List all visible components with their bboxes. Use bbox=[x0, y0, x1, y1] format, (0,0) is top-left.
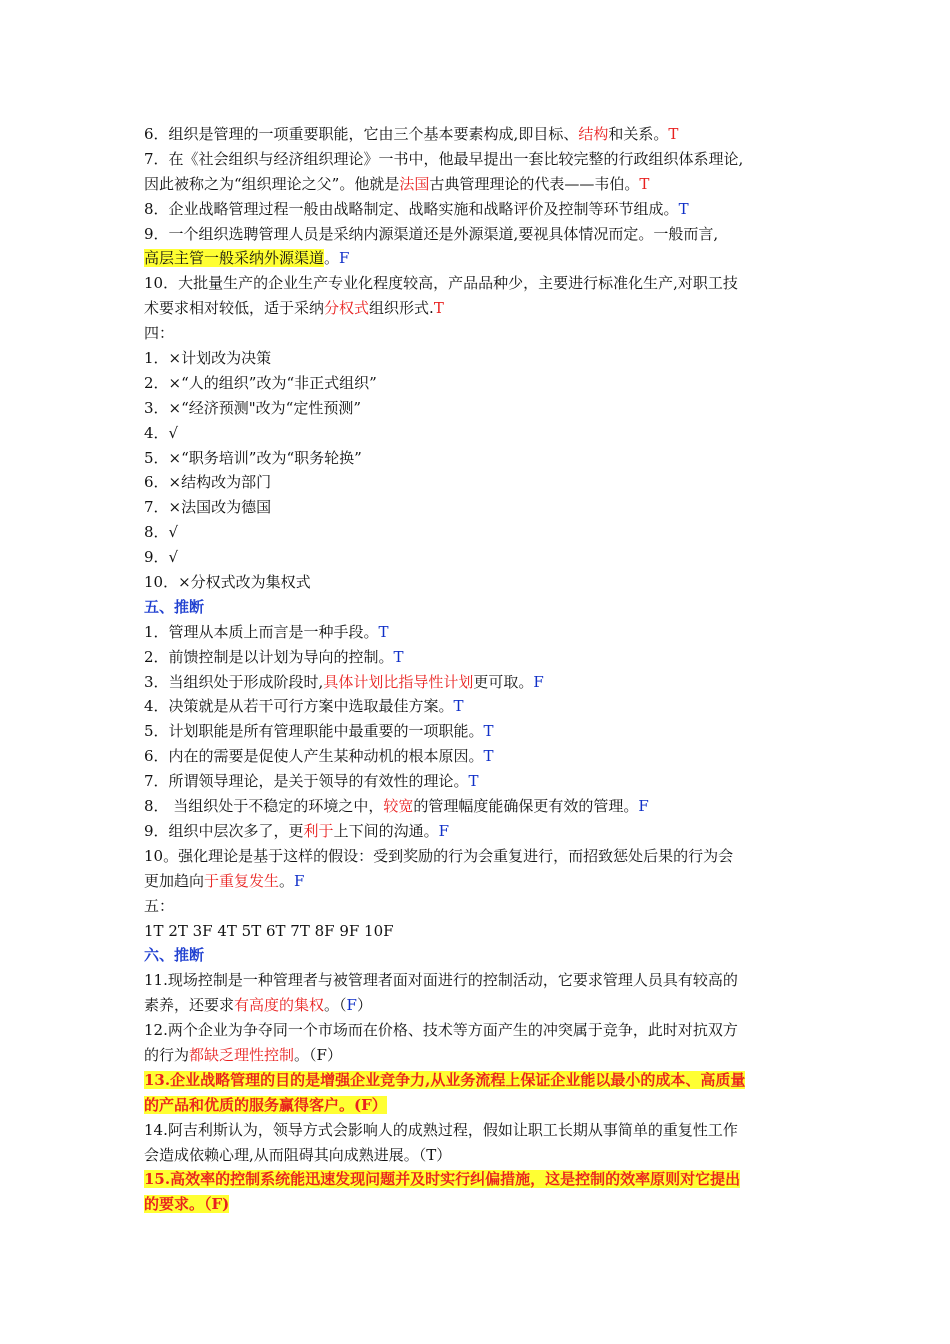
text-line bbox=[144, 421, 814, 446]
text-segment: 3．×“经济预测"改为“定性预测” bbox=[144, 398, 362, 417]
text-line bbox=[144, 446, 814, 471]
text-line bbox=[144, 670, 814, 695]
text-line bbox=[144, 147, 814, 172]
text-segment: 3．当组织处于形成阶段时, bbox=[144, 672, 324, 691]
text-segment: 1．管理从本质上而言是一种手段。 bbox=[144, 622, 379, 641]
text-segment: 。（ bbox=[324, 996, 347, 1015]
text-segment: 14.阿吉利斯认为，领导方式会影响人的成熟过程，假如让职工长期从事简单的重复性工作 bbox=[144, 1120, 738, 1139]
text-segment: 。 bbox=[279, 871, 295, 890]
text-line bbox=[144, 246, 814, 271]
text-segment: T bbox=[393, 647, 404, 666]
text-segment: 9．√ bbox=[144, 548, 179, 567]
text-segment: 2．×“人的组织”改为“非正式组织” bbox=[144, 373, 377, 392]
text-line bbox=[144, 819, 814, 844]
text-segment: 10．×分权式改为集权式 bbox=[144, 573, 311, 592]
text-line bbox=[144, 197, 814, 222]
text-line bbox=[144, 570, 814, 595]
text-segment: 6．内在的需要是促使人产生某种动机的根本原因。 bbox=[144, 747, 484, 766]
text-line bbox=[144, 396, 814, 421]
text-line bbox=[144, 495, 814, 520]
text-segment: T bbox=[453, 697, 464, 716]
text-line bbox=[144, 122, 814, 147]
text-line bbox=[144, 545, 814, 570]
text-segment: 的要求。（F) bbox=[144, 1195, 230, 1214]
text-segment: 5．计划职能是所有管理职能中最重要的一项职能。 bbox=[144, 722, 484, 741]
text-line bbox=[144, 222, 814, 247]
text-line bbox=[144, 296, 814, 321]
text-segment: F bbox=[339, 249, 350, 268]
text-segment: 因此被称之为“组织理论之父”。他就是 bbox=[144, 174, 400, 193]
text-segment: 4．√ bbox=[144, 423, 179, 442]
text-segment: 高层主管一般采纳外源渠道 bbox=[144, 249, 325, 268]
text-segment: T bbox=[483, 747, 494, 766]
text-line bbox=[144, 645, 814, 670]
text-segment: 四： bbox=[144, 324, 175, 343]
text-segment: 10。强化理论是基于这样的假设：受到奖励的行为会重复进行，而招致惩处后果的行为会 bbox=[144, 846, 734, 865]
text-segment: 古典管理理论的代表——韦伯。 bbox=[429, 174, 640, 193]
text-segment: 更可取。 bbox=[473, 672, 534, 691]
text-segment: 7．×法国改为德国 bbox=[144, 498, 272, 517]
text-segment: 4．决策就是从若干可行方案中选取最佳方案。 bbox=[144, 697, 454, 716]
text-segment: 于重复发生 bbox=[204, 871, 280, 890]
text-segment: 的管理幅度能确保更有效的管理。 bbox=[413, 797, 639, 816]
text-segment: F bbox=[294, 871, 305, 890]
text-segment: 有高度的集权 bbox=[234, 996, 325, 1015]
text-line bbox=[144, 869, 814, 894]
text-line bbox=[144, 794, 814, 819]
text-line bbox=[144, 1192, 814, 1217]
text-segment: 9．组织中层次多了，更 bbox=[144, 821, 304, 840]
text-segment: 上下间的沟通。 bbox=[333, 821, 439, 840]
text-segment: 素养，还要求 bbox=[144, 996, 235, 1015]
text-segment: 。 bbox=[324, 249, 340, 268]
text-segment: T bbox=[433, 299, 444, 318]
text-segment: 组织形式. bbox=[369, 299, 434, 318]
text-segment: 结构 bbox=[578, 125, 609, 143]
text-segment: 都缺乏理性控制 bbox=[189, 1045, 295, 1064]
text-line bbox=[144, 769, 814, 794]
text-segment: 6．组织是管理的一项重要职能，它由三个基本要素构成,即目标、 bbox=[144, 125, 579, 143]
text-segment: 更加趋向 bbox=[144, 871, 205, 890]
text-segment: 的产品和优质的服务赢得客户。(F） bbox=[144, 1095, 387, 1114]
text-segment: 1．×计划改为决策 bbox=[144, 349, 272, 368]
text-segment: 利于 bbox=[303, 821, 334, 840]
text-line bbox=[144, 943, 814, 968]
text-segment: T bbox=[678, 199, 689, 218]
text-line bbox=[144, 172, 814, 197]
text-segment: T bbox=[483, 722, 494, 741]
text-segment: 12.两个企业为争夺同一个市场而在价格、技术等方面产生的冲突属于竞争，此时对抗双方 bbox=[144, 1021, 738, 1040]
text-line bbox=[144, 719, 814, 744]
text-segment: T bbox=[468, 772, 479, 791]
text-line bbox=[144, 1167, 814, 1192]
text-line bbox=[144, 894, 814, 919]
text-segment: 6．×结构改为部门 bbox=[144, 473, 272, 492]
text-segment: ） bbox=[356, 996, 372, 1015]
text-line bbox=[144, 321, 814, 346]
text-segment: 10．大批量生产的企业生产专业化程度较高，产品品种少，主要进行标准化生产,对职工技 bbox=[144, 274, 738, 293]
text-line bbox=[144, 346, 814, 371]
text-line bbox=[144, 968, 814, 993]
text-segment: 15.高效率的控制系统能迅速发现问题并及时实行纠偏措施，这是控制的效率原则对它提出 bbox=[144, 1170, 741, 1189]
text-segment: 五： bbox=[144, 896, 175, 915]
text-line bbox=[144, 1068, 814, 1093]
text-segment: 8． 当组织处于不稳定的环境之中， bbox=[144, 797, 384, 816]
text-line bbox=[144, 520, 814, 545]
text-line bbox=[144, 271, 814, 296]
text-line bbox=[144, 744, 814, 769]
text-line bbox=[144, 1093, 814, 1118]
text-segment: 11.现场控制是一种管理者与被管理者面对面进行的控制活动，它要求管理人员具有较高的 bbox=[144, 971, 738, 990]
text-segment: 8．企业战略管理过程一般由战略制定、战略实施和战略评价及控制等环节组成。 bbox=[144, 199, 679, 218]
text-segment: 法国 bbox=[399, 174, 430, 193]
text-segment: 和关系。 bbox=[608, 125, 669, 143]
text-segment: F bbox=[346, 996, 357, 1015]
text-segment: 分权式 bbox=[324, 299, 370, 318]
text-segment: 13.企业战略管理的目的是增强企业竞争力,从业务流程上保证企业能以最小的成本、高质量 bbox=[144, 1070, 746, 1089]
text-segment: 5．×“职务培训”改为“职务轮换” bbox=[144, 448, 362, 467]
text-segment: F bbox=[638, 797, 649, 816]
text-segment: 2．前馈控制是以计划为导向的控制。 bbox=[144, 647, 394, 666]
text-segment: 术要求相对较低，适于采纳 bbox=[144, 299, 325, 318]
text-segment: 1T 2T 3F 4T 5T 6T 7T 8F 9F 10F bbox=[144, 921, 394, 940]
text-line bbox=[144, 919, 814, 944]
text-segment: F bbox=[533, 672, 544, 691]
text-segment: T bbox=[668, 125, 679, 143]
text-segment: 8．√ bbox=[144, 523, 179, 542]
text-segment: 具体计划比指导性计划 bbox=[323, 672, 474, 691]
text-line bbox=[144, 694, 814, 719]
text-segment: 7．在《社会组织与经济组织理论》一书中，他最早提出一套比较完整的行政组织体系理论, bbox=[144, 149, 744, 168]
text-segment: T bbox=[639, 174, 650, 193]
text-line bbox=[144, 993, 814, 1018]
text-segment: 的行为 bbox=[144, 1045, 190, 1064]
text-segment: T bbox=[378, 622, 389, 641]
text-segment: 7．所谓领导理论，是关于领导的有效性的理论。 bbox=[144, 772, 469, 791]
text-segment: F bbox=[438, 821, 449, 840]
text-line bbox=[144, 1043, 814, 1068]
text-segment: 较宽 bbox=[383, 797, 414, 816]
text-line bbox=[144, 1143, 814, 1168]
text-line bbox=[144, 371, 814, 396]
document-body bbox=[144, 122, 814, 1217]
text-segment: 六、推断 bbox=[144, 946, 205, 965]
text-line bbox=[144, 620, 814, 645]
text-segment: 。（F） bbox=[294, 1045, 342, 1064]
text-line bbox=[144, 1018, 814, 1043]
text-line bbox=[144, 1118, 814, 1143]
text-line bbox=[144, 844, 814, 869]
text-line bbox=[144, 595, 814, 620]
text-segment: 会造成依赖心理,从而阻碍其向成熟进展。（T） bbox=[144, 1145, 452, 1164]
text-line bbox=[144, 470, 814, 495]
text-segment: 五、推断 bbox=[144, 597, 205, 616]
text-segment: 9．一个组织选聘管理人员是采纳内源渠道还是外源渠道,要视具体情况而定。一般而言, bbox=[144, 224, 719, 243]
